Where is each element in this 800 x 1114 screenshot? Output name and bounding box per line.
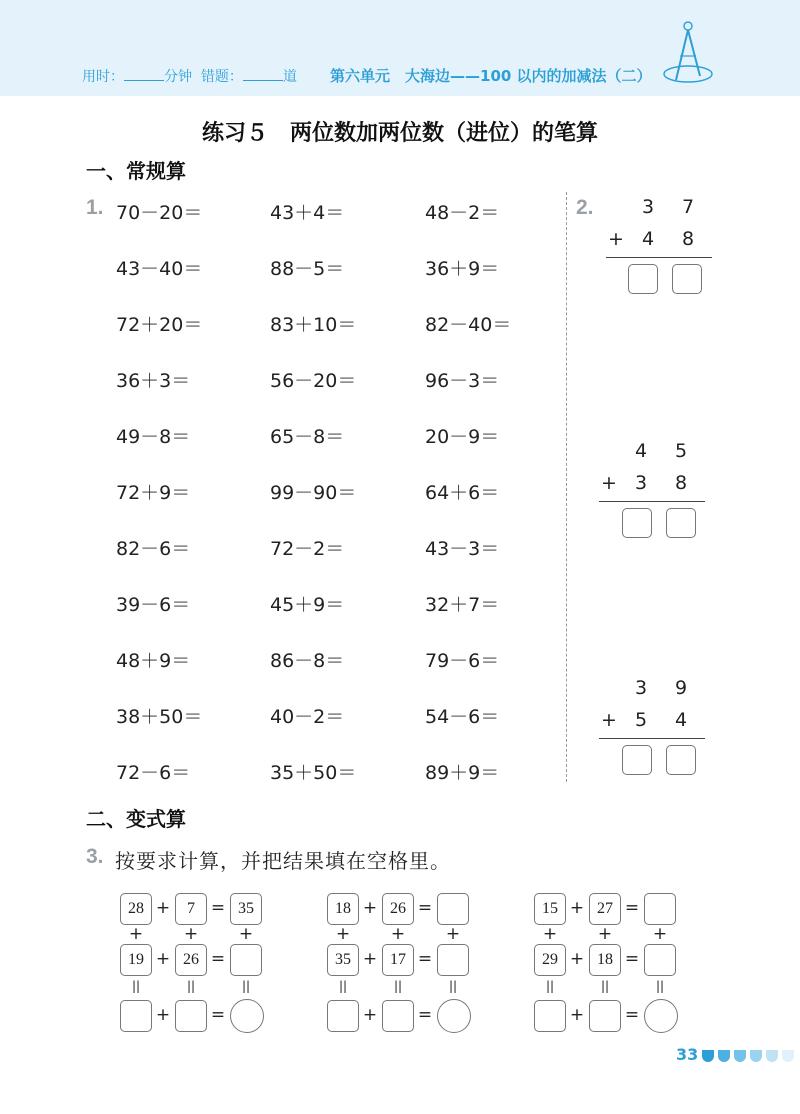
equation-item[interactable]: 49－8＝ [116,426,191,448]
section-heading-regular: 一、常规算 [86,159,186,183]
plus-sign: + [155,898,171,918]
equation-item[interactable]: 39－6＝ [116,594,191,616]
section-heading-variant: 二、变式算 [86,807,186,831]
equals-sign: = [417,898,433,918]
equation-item[interactable]: 35＋50＝ [270,762,357,784]
vertical-top-digit: 5 [675,440,688,462]
plus-sign: + [569,898,585,918]
questions-label: 道 [282,69,297,85]
equation-item[interactable]: 43－40＝ [116,258,203,280]
equation-item[interactable]: 40－2＝ [270,706,345,728]
page-number: 33 [676,1045,699,1064]
equation-item[interactable]: 70－20＝ [116,202,203,224]
plus-sign: + [362,949,378,969]
sum-box[interactable] [589,1000,621,1032]
time-label: 用时： [82,69,124,85]
vertical-operator: + [601,709,617,731]
vertical-operator: + [608,228,624,250]
equation-item[interactable]: 54－6＝ [425,706,500,728]
plus-sign: + [362,1005,378,1025]
puzzle-box[interactable]: 17 [382,944,414,976]
sum-box[interactable] [175,1000,207,1032]
vertical-bottom-digit: 8 [682,228,695,250]
result-circle[interactable] [437,999,471,1033]
answer-box[interactable] [672,264,702,294]
puzzle-box[interactable]: 35 [230,893,262,925]
vertical-equals-sign: || [545,979,555,993]
vertical-plus-sign: + [335,924,351,944]
vertical-plus-sign: + [390,924,406,944]
vertical-plus-sign: + [183,924,199,944]
equals-sign: = [624,949,640,969]
vertical-sum-line [599,738,705,739]
decor-dot [702,1050,714,1062]
puzzle-box[interactable] [644,893,676,925]
vertical-top-digit: 3 [642,196,655,218]
puzzle-box[interactable]: 15 [534,893,566,925]
dashed-divider [566,192,567,782]
vertical-equals-sign: || [393,979,403,993]
vertical-top-digit: 9 [675,677,688,699]
vertical-sum-line [599,501,705,502]
sum-box[interactable] [120,1000,152,1032]
errors-label: 错题： [200,69,243,85]
equation-item[interactable]: 99－90＝ [270,482,357,504]
time-record [82,66,297,86]
vertical-top-digit: 7 [682,196,695,218]
answer-box[interactable] [666,745,696,775]
equation-item[interactable]: 38＋50＝ [116,706,203,728]
equation-item[interactable]: 56－20＝ [270,370,357,392]
equation-item[interactable]: 96－3＝ [425,370,500,392]
errors-blank[interactable] [243,68,283,81]
vertical-plus-sign: + [597,924,613,944]
vertical-equals-sign: || [600,979,610,993]
equation-item[interactable]: 36＋3＝ [116,370,191,392]
equals-sign: = [210,898,226,918]
equation-item[interactable]: 43＋4＝ [270,202,345,224]
plus-sign: + [155,949,171,969]
plus-sign: + [569,949,585,969]
equals-sign: = [417,1005,433,1025]
puzzle-box[interactable]: 35 [327,944,359,976]
puzzle-box[interactable]: 7 [175,893,207,925]
sum-box[interactable] [327,1000,359,1032]
puzzle-box[interactable] [230,944,262,976]
vertical-top-digit: 3 [635,677,648,699]
vertical-equals-sign: || [186,979,196,993]
minutes-label: 分钟 [164,69,192,85]
equation-item[interactable]: 72－6＝ [116,762,191,784]
equation-item[interactable]: 82－6＝ [116,538,191,560]
puzzle-box[interactable]: 26 [175,944,207,976]
plus-sign: + [569,1005,585,1025]
puzzle-box[interactable]: 18 [589,944,621,976]
compass-icon [662,18,714,84]
sum-box[interactable] [534,1000,566,1032]
result-circle[interactable] [230,999,264,1033]
vertical-equals-sign: || [655,979,665,993]
equals-sign: = [210,1005,226,1025]
equals-sign: = [210,949,226,969]
equation-item[interactable]: 89＋9＝ [425,762,500,784]
equation-item[interactable]: 72＋9＝ [116,482,191,504]
vertical-plus-sign: + [445,924,461,944]
vertical-top-digit: 4 [635,440,648,462]
answer-box[interactable] [622,508,652,538]
equation-item[interactable]: 48－2＝ [425,202,500,224]
equation-item[interactable]: 32＋7＝ [425,594,500,616]
plus-sign: + [362,898,378,918]
plus-sign: + [155,1005,171,1025]
vertical-equals-sign: || [448,979,458,993]
answer-box[interactable] [622,745,652,775]
vertical-operator: + [601,472,617,494]
decor-dot [750,1050,762,1062]
equation-item[interactable]: 82－40＝ [425,314,512,336]
vertical-plus-sign: + [652,924,668,944]
puzzle-box[interactable]: 18 [327,893,359,925]
vertical-plus-sign: + [128,924,144,944]
equation-item[interactable]: 20－9＝ [425,426,500,448]
vertical-bottom-digit: 5 [635,709,648,731]
puzzle-box[interactable]: 29 [534,944,566,976]
puzzle-box[interactable]: 28 [120,893,152,925]
equation-item[interactable]: 65－8＝ [270,426,345,448]
equation-item[interactable]: 72＋20＝ [116,314,203,336]
puzzle-box[interactable] [437,944,469,976]
header-wave-border [0,86,800,102]
vertical-bottom-digit: 3 [635,472,648,494]
question-3-number: 3. [86,845,104,868]
equation-item[interactable]: 88－5＝ [270,258,345,280]
vertical-plus-sign: + [238,924,254,944]
vertical-equals-sign: || [241,979,251,993]
equation-item[interactable]: 48＋9＝ [116,650,191,672]
vertical-bottom-digit: 8 [675,472,688,494]
puzzle-box[interactable]: 19 [120,944,152,976]
puzzle-box[interactable] [644,944,676,976]
equation-item[interactable]: 64＋6＝ [425,482,500,504]
vertical-plus-sign: + [542,924,558,944]
decor-dot [766,1050,778,1062]
result-circle[interactable] [644,999,678,1033]
answer-box[interactable] [628,264,658,294]
equation-item[interactable]: 86－8＝ [270,650,345,672]
equation-item[interactable]: 72－2＝ [270,538,345,560]
vertical-bottom-digit: 4 [642,228,655,250]
vertical-equals-sign: || [338,979,348,993]
time-blank[interactable] [124,68,164,81]
page-title: 练习５ 两位数加两位数（进位）的笔算 [201,121,598,146]
vertical-equals-sign: || [131,979,141,993]
unit-title: 第六单元 大海边——100 以内的加减法（二） [330,67,652,85]
vertical-sum-line [606,257,712,258]
equation-item[interactable]: 43－3＝ [425,538,500,560]
equation-item[interactable]: 36＋9＝ [425,258,500,280]
sum-box[interactable] [382,1000,414,1032]
equals-sign: = [624,1005,640,1025]
equals-sign: = [417,949,433,969]
equation-item[interactable]: 79－6＝ [425,650,500,672]
decor-dot [734,1050,746,1062]
answer-box[interactable] [666,508,696,538]
equation-item[interactable]: 83＋10＝ [270,314,357,336]
equals-sign: = [624,898,640,918]
puzzle-box[interactable] [437,893,469,925]
question-2-number: 2. [576,196,594,219]
puzzle-box[interactable]: 27 [589,893,621,925]
decor-dot [718,1050,730,1062]
puzzle-box[interactable]: 26 [382,893,414,925]
question-1-number: 1. [86,196,104,219]
question-3-instruction: 按要求计算，并把结果填在空格里。 [115,849,451,873]
vertical-bottom-digit: 4 [675,709,688,731]
decor-dot [782,1050,794,1062]
equation-item[interactable]: 45＋9＝ [270,594,345,616]
